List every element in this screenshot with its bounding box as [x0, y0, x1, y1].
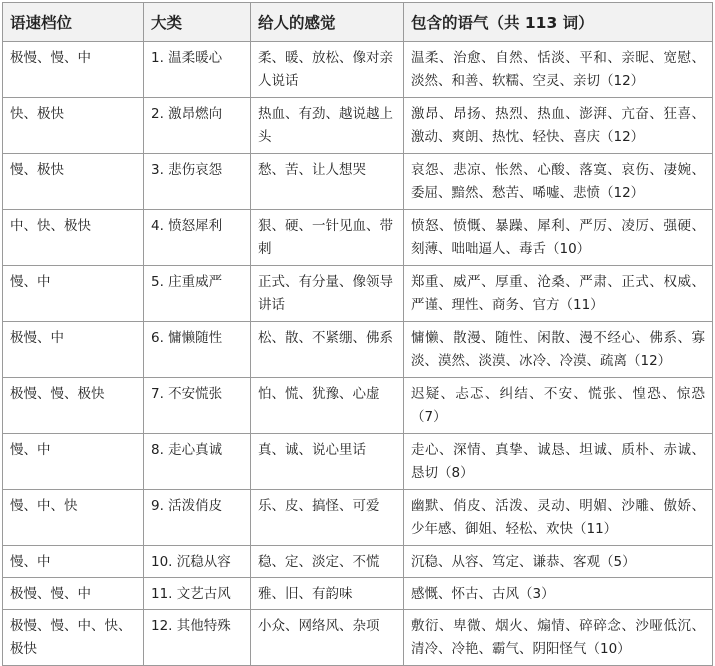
speed-cell: 极慢、慢、中 [3, 578, 144, 610]
tones-cell: 敷衍、卑微、烟火、煽情、碎碎念、沙哑低沉、清冷、冷艳、霸气、阴阳怪气（10） [404, 610, 713, 666]
category-cell: 10. 沉稳从容 [144, 546, 251, 578]
tones-cell: 慵懒、散漫、随性、闲散、漫不经心、佛系、寡淡、漠然、淡漠、冰冷、冷漠、疏离（12） [404, 322, 713, 378]
speed-cell: 慢、中 [3, 434, 144, 490]
feeling-cell: 真、诚、说心里话 [251, 434, 404, 490]
feeling-cell: 雅、旧、有韵味 [251, 578, 404, 610]
table-row [3, 434, 713, 490]
category-cell: 4. 愤怒犀利 [144, 210, 251, 266]
table-row [3, 98, 713, 154]
speed-cell: 极慢、慢、中、快、极快 [3, 610, 144, 666]
tone-table [2, 2, 713, 666]
speed-cell: 极慢、慢、极快 [3, 378, 144, 434]
speed-cell: 极慢、慢、中 [3, 42, 144, 98]
feeling-cell: 松、散、不紧绷、佛系 [251, 322, 404, 378]
tones-cell: 感慨、怀古、古风（3） [404, 578, 713, 610]
category-cell: 7. 不安慌张 [144, 378, 251, 434]
category-cell: 1. 温柔暖心 [144, 42, 251, 98]
category-cell: 9. 活泼俏皮 [144, 490, 251, 546]
header-feeling: 给人的感觉 [251, 3, 404, 42]
category-cell: 11. 文艺古风 [144, 578, 251, 610]
category-cell: 3. 悲伤哀怨 [144, 154, 251, 210]
table-row [3, 546, 713, 578]
category-cell: 5. 庄重威严 [144, 266, 251, 322]
header-row [3, 3, 713, 42]
speed-cell: 快、极快 [3, 98, 144, 154]
category-cell: 12. 其他特殊 [144, 610, 251, 666]
table-row [3, 378, 713, 434]
feeling-cell: 乐、皮、搞怪、可爱 [251, 490, 404, 546]
speed-cell: 极慢、中 [3, 322, 144, 378]
table-row [3, 322, 713, 378]
table-row [3, 210, 713, 266]
header-tones: 包含的语气（共 113 词） [404, 3, 713, 42]
speed-cell: 慢、中、快 [3, 490, 144, 546]
tones-cell: 沉稳、从容、笃定、谦恭、客观（5） [404, 546, 713, 578]
tones-cell: 哀怨、悲凉、怅然、心酸、落寞、哀伤、凄婉、委屈、黯然、愁苦、唏嘘、悲愤（12） [404, 154, 713, 210]
table-row [3, 578, 713, 610]
tones-cell: 幽默、俏皮、活泼、灵动、明媚、沙雕、傲娇、少年感、御姐、轻松、欢快（11） [404, 490, 713, 546]
table-row [3, 154, 713, 210]
feeling-cell: 狠、硬、一针见血、带刺 [251, 210, 404, 266]
feeling-cell: 热血、有劲、越说越上头 [251, 98, 404, 154]
category-cell: 6. 慵懒随性 [144, 322, 251, 378]
table-row [3, 42, 713, 98]
speed-cell: 中、快、极快 [3, 210, 144, 266]
speed-cell: 慢、极快 [3, 154, 144, 210]
tones-cell: 迟疑、忐忑、纠结、不安、慌张、惶恐、惊恐（7） [404, 378, 713, 434]
tones-cell: 愤怒、愤慨、暴躁、犀利、严厉、凌厉、强硬、刻薄、咄咄逼人、毒舌（10） [404, 210, 713, 266]
feeling-cell: 正式、有分量、像领导讲话 [251, 266, 404, 322]
feeling-cell: 愁、苦、让人想哭 [251, 154, 404, 210]
speed-cell: 慢、中 [3, 546, 144, 578]
table-row [3, 490, 713, 546]
feeling-cell: 小众、网络风、杂项 [251, 610, 404, 666]
table-row [3, 610, 713, 666]
category-cell: 8. 走心真诚 [144, 434, 251, 490]
tones-cell: 郑重、威严、厚重、沧桑、严肃、正式、权威、严谨、理性、商务、官方（11） [404, 266, 713, 322]
tones-cell: 走心、深情、真挚、诚恳、坦诚、质朴、赤诚、恳切（8） [404, 434, 713, 490]
feeling-cell: 怕、慌、犹豫、心虚 [251, 378, 404, 434]
header-category: 大类 [144, 3, 251, 42]
speed-cell: 慢、中 [3, 266, 144, 322]
feeling-cell: 稳、定、淡定、不慌 [251, 546, 404, 578]
tones-cell: 激昂、昂扬、热烈、热血、澎湃、亢奋、狂喜、激动、爽朗、热忱、轻快、喜庆（12） [404, 98, 713, 154]
tones-cell: 温柔、治愈、自然、恬淡、平和、亲昵、宽慰、淡然、和善、软糯、空灵、亲切（12） [404, 42, 713, 98]
feeling-cell: 柔、暖、放松、像对亲人说话 [251, 42, 404, 98]
category-cell: 2. 激昂燃向 [144, 98, 251, 154]
header-speed: 语速档位 [3, 3, 144, 42]
table-row [3, 266, 713, 322]
